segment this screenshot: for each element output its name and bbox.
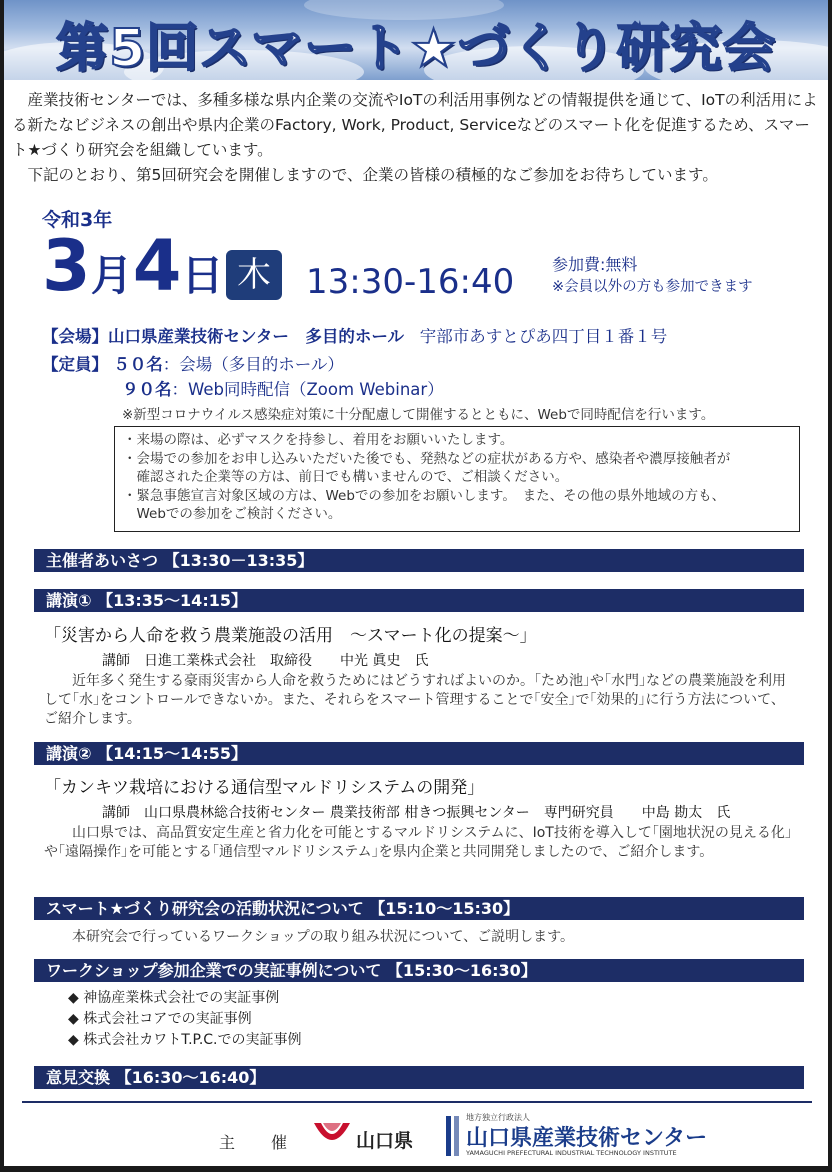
notice-box: [114, 426, 800, 532]
event-day-unit: 日: [181, 251, 224, 300]
fee-note: ※会員以外の方も参加できます: [552, 279, 753, 295]
section-lecture-2: 講演② 【14:15～14:55】: [34, 742, 804, 765]
header-banner: [4, 0, 828, 80]
event-era: 令和3年: [42, 209, 113, 231]
lecture-2-description: 山口県では、高品質安定生産と省力化を可能とするマルドリシステムに、IoT技術を導入して｢園地状況の見える化｣や｢遠隔操作｣を可能とする｢通信型マルドリシステム｣を県内企業と共同開発しましたので、ご紹介します。: [44, 825, 792, 860]
host-label: 主 催: [219, 1133, 298, 1152]
center-org-type: 地方独立行政法人: [466, 1113, 530, 1122]
list-item: ◆ 株式会社コアでの実証事例: [68, 1011, 252, 1027]
yamaguchi-pref-emblem-icon: [310, 1119, 354, 1153]
notice-line: 確認された企業等の方は、前日でも構いませんので、ご相談ください。: [123, 469, 569, 485]
center-logo-icon: [444, 1112, 464, 1158]
lecture-1-speaker: 講師 日進工業株式会社 取締役 中光 眞史 氏: [102, 653, 429, 669]
page-title: 第5回スマート★づくり研究会: [56, 19, 776, 79]
event-month-unit: 月: [90, 251, 133, 300]
pref-logo-text: 山口県: [356, 1130, 414, 1152]
capacity-1-number: ５０名: [113, 355, 163, 374]
section-lecture-1: 講演① 【13:35～14:15】: [34, 589, 804, 612]
section-activity: スマート★づくり研究会の活動状況について 【15:10～15:30】: [34, 897, 804, 920]
lecture-1-title: 「災害から人命を救う農業施設の活用 ～スマート化の提案～」: [44, 626, 537, 646]
intro-paragraph: 下記のとおり、第5回研究会を開催しますので、企業の皆様の積極的なご参加をお待ちしています。: [27, 166, 718, 184]
notice-line: ・来場の際は、必ずマスクを持参し、着用をお願いいたします。: [123, 432, 514, 448]
center-logo-name: 山口県産業技術センター: [466, 1126, 708, 1151]
event-day: 4: [132, 225, 182, 307]
notice-line: ・緊急事態宣言対象区域の方は、Webでの参加をお願いします。 また、その他の県外地域の方も、: [123, 487, 726, 504]
footer-divider: [22, 1101, 812, 1103]
capacity-label: 【定員】: [42, 355, 108, 374]
flyer-page: [4, 0, 828, 1166]
capacity-2-desc: ：Web同時配信（Zoom Webinar）: [171, 380, 444, 399]
event-weekday-badge: 木: [226, 250, 282, 300]
list-item: ◆ 神協産業株式会社での実証事例: [68, 990, 280, 1006]
intro-text: [12, 88, 824, 188]
venue-label: 【会場】: [42, 327, 108, 346]
venue-line: [42, 323, 667, 347]
venue-address: 宇部市あすとぴあ四丁目１番１号: [419, 327, 668, 346]
capacity-1-desc: ：会場（多目的ホール）: [162, 355, 344, 374]
workshop-case-list: [68, 988, 302, 1051]
lecture-1-description: 近年多く発生する豪雨災害から人命を救うためにはどうすればよいのか。｢ため池｣や｢水門｣などの農業施設を利用して｢水｣をコントロールできないか。また、それらをスマート管理することで｢安全｣で｢効果的｣に行う方法について、ご紹介します。: [44, 673, 786, 727]
activity-description: 本研究会で行っているワークショップの取り組み状況について、ご説明します。: [72, 929, 575, 945]
venue-name: 山口県産業技術センター 多目的ホール: [108, 327, 405, 346]
notice-line: Webでの参加をご検討ください。: [123, 506, 342, 522]
event-date: [42, 226, 223, 306]
event-time: 13:30-16:40: [306, 262, 515, 302]
lecture-2-speaker: 講師 山口県農林総合技術センター 農業技術部 柑きつ振興センター 専門研究員 中島 勘太 氏: [102, 805, 731, 821]
capacity-note: ※新型コロナウイルス感染症対策に十分配慮して開催するとともに、Webで同時配信を行います。: [122, 407, 715, 423]
fee-text: 参加費:無料: [552, 255, 638, 274]
notice-line: ・会場での参加をお申し込みいただいた後でも、発熱などの症状がある方や、感染者や濃厚接触者が: [123, 450, 731, 467]
section-workshop: ワークショップ参加企業での実証事例について 【15:30～16:30】: [34, 959, 804, 982]
capacity-line-1: [42, 351, 344, 375]
lecture-2-title: 「カンキツ栽培における通信型マルドリシステムの開発」: [44, 778, 485, 798]
center-english-name: YAMAGUCHI PREFECTURAL INDUSTRIAL TECHNOLOGY INSTITUTE: [466, 1149, 677, 1157]
section-exchange: 意見交換 【16:30～16:40】: [34, 1066, 804, 1089]
section-greeting: 主催者あいさつ 【13:30－13:35】: [34, 549, 804, 572]
event-month: 3: [42, 225, 91, 307]
list-item: ◆ 株式会社カワトT.P.C.での実証事例: [68, 1032, 302, 1048]
capacity-line-2: [122, 376, 444, 400]
capacity-2-number: ９０名: [122, 380, 172, 399]
fee-info: [552, 254, 753, 298]
intro-paragraph: 産業技術センターでは、多種多様な県内企業の交流やIoTの利活用事例などの情報提供を通じて、IoTの利活用による新たなビジネスの創出や県内企業のFactory, Work, Product, Serviceなどのスマート化を促進するため、スマート★づくり研究会を組織しています。: [12, 91, 818, 159]
